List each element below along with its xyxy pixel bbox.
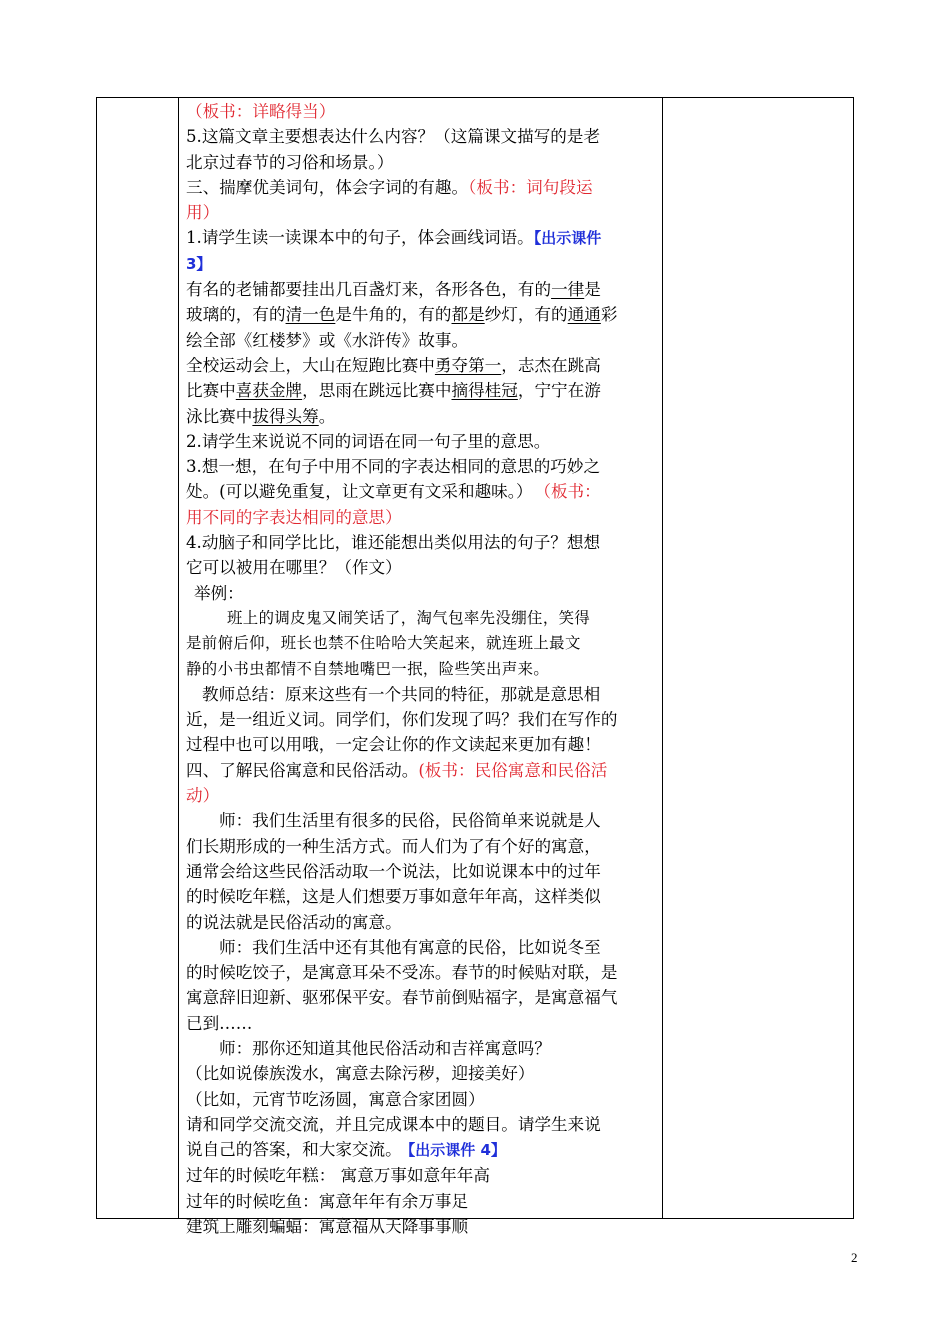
text-segment: 说自己的答案，和大家交流。	[186, 1140, 402, 1160]
section-heading	[186, 175, 662, 200]
underlined-word: 通通	[567, 305, 601, 325]
board-note: （板书：词句段运	[468, 177, 593, 197]
example-line: 静的小书虫都情不自禁地嘴巴一抿，险些笑出声来。	[186, 659, 550, 678]
text-segment: 彩	[600, 305, 618, 325]
sentence-line	[186, 378, 662, 403]
text-line: 过程中也可以用哦，一定会让你的作文读起来更加有趣！	[186, 735, 601, 755]
text-line: 通常会给这些民俗活动取一个说法，比如说课本中的过年	[186, 861, 601, 881]
text-segment: 玻璃的，有的	[186, 305, 286, 325]
table-divider-left	[178, 98, 179, 1218]
page-number: 2	[851, 1250, 858, 1265]
text-segment: 比赛中	[186, 381, 236, 401]
text-segment: 纱灯，有的	[484, 305, 568, 325]
text-line	[186, 225, 662, 251]
text-line: 的时候吃年糕，这是人们想要万事如意年年高，这样类似	[186, 887, 601, 907]
text-line: 师：我们生活中还有其他有寓意的民俗，比如说冬至	[219, 937, 601, 957]
underlined-word: 喜获金牌	[235, 381, 303, 401]
board-note: (板书：民俗寓意和民俗活	[418, 760, 608, 780]
text-line: 近，是一组近义词。同学们，你们发现了吗？我们在写作的	[186, 710, 618, 730]
board-note: （板书：详略得当）	[186, 102, 336, 121]
underlined-word: 清一色	[285, 305, 336, 325]
text-line: 已到……	[186, 1013, 253, 1033]
text-line: 建筑上雕刻蝙蝠：寓意福从天降事事顺	[186, 1217, 469, 1237]
sentence-line	[186, 277, 662, 302]
text-segment: ，思雨在跳远比赛中	[302, 381, 452, 401]
sentence-line: 绘全部《红楼梦》或《水浒传》故事。	[186, 330, 469, 350]
section-title: 四、了解民俗寓意和民俗活动。	[186, 760, 419, 780]
board-note: 动）	[186, 786, 220, 806]
text-line: （比如说傣族泼水，寓意去除污秽，迎接美好）	[186, 1064, 535, 1084]
lesson-table	[96, 97, 854, 1237]
text-line: 请和同学交流交流，并且完成课本中的题目。请学生来说	[186, 1114, 601, 1134]
text-line	[186, 479, 662, 504]
text-line: （比如，元宵节吃汤圆，寓意合家团圆）	[186, 1089, 485, 1109]
text-line: 过年的时候吃鱼：寓意年年有余万事足	[186, 1191, 469, 1211]
text-line: 2.请学生来说说不同的词语在同一句子里的意思。	[186, 431, 551, 451]
text-segment: 是	[584, 280, 601, 300]
board-note: 用不同的字表达相同的意思）	[186, 507, 402, 527]
text-segment: ，志杰在跳高	[501, 355, 601, 375]
sentence-line	[186, 404, 662, 429]
underlined-word: 一律	[551, 280, 585, 300]
underlined-word: 摘得桂冠	[451, 381, 518, 401]
text-line: 师：我们生活里有很多的民俗，民俗简单来说就是人	[219, 811, 601, 831]
text-segment: 处。(可以避免重复，让文章更有文采和趣味。）	[186, 482, 533, 502]
underlined-word: 勇夺第一	[434, 355, 502, 375]
example-label: 举例：	[194, 583, 244, 603]
table-divider-right	[662, 98, 663, 1218]
lesson-content-cell	[186, 99, 662, 1239]
instruction-text: 1.请学生读一读课本中的句子，体会画线词语。	[186, 228, 534, 248]
text-line: 3.想一想，在句子中用不同的字表达相同的意思的巧妙之	[186, 457, 601, 477]
courseware-note: 【出示课件	[533, 229, 602, 248]
text-line: 们长期形成的一种生活方式。而人们为了有个好的寓意，	[186, 836, 601, 856]
board-note: 用）	[186, 203, 220, 223]
text-line: 的说法就是民俗活动的寓意。	[186, 912, 402, 932]
text-line: 寓意辞旧迎新、驱邪保平安。春节前倒贴福字，是寓意福气	[186, 988, 618, 1008]
text-segment: ，宁宁在游	[517, 381, 601, 401]
text-segment: 。	[318, 406, 336, 426]
text-line: 师：那你还知道其他民俗活动和吉祥寓意吗？	[219, 1038, 551, 1058]
text-line: 教师总结：原来这些有一个共同的特征，那就是意思相	[202, 684, 601, 704]
text-segment: 全校运动会上，大山在短跑比赛中	[186, 355, 435, 375]
section-heading	[186, 758, 662, 783]
sentence-line	[186, 302, 662, 327]
text-line: 北京过春节的习俗和场景。）	[186, 152, 394, 172]
text-line: 它可以被用在哪里？（作文）	[186, 558, 402, 578]
text-line: 的时候吃饺子，是寓意耳朵不受冻。春节的时候贴对联，是	[186, 963, 618, 983]
section-title: 三、揣摩优美词句，体会字词的有趣。	[186, 177, 469, 197]
example-line: 班上的调皮鬼又闹笑话了，淘气包率先没绷住，笑得	[227, 608, 591, 627]
text-line	[186, 1137, 662, 1163]
text-segment: 泳比赛中	[186, 406, 253, 426]
text-segment: 是牛角的，有的	[335, 305, 452, 325]
board-note: （板书：	[542, 482, 601, 502]
underlined-word: 拔得头筹	[252, 406, 319, 426]
example-line: 是前俯后仰，班长也禁不住哈哈大笑起来，就连班上最文	[186, 634, 581, 653]
courseware-note: 3】	[186, 254, 212, 273]
text-segment: 有名的老铺都要挂出几百盏灯来，各形各色，有的	[186, 280, 552, 300]
text-line: 4.动脑子和同学比比，谁还能想出类似用法的句子？想想	[186, 533, 601, 553]
text-line: 5.这篇文章主要想表达什么内容？（这篇课文描写的是老	[186, 127, 601, 147]
courseware-note: 【出示课件 4】	[407, 1141, 506, 1160]
underlined-word: 都是	[451, 305, 485, 325]
text-line: 过年的时候吃年糕： 寓意万事如意年年高	[186, 1166, 490, 1186]
sentence-line	[186, 353, 662, 378]
